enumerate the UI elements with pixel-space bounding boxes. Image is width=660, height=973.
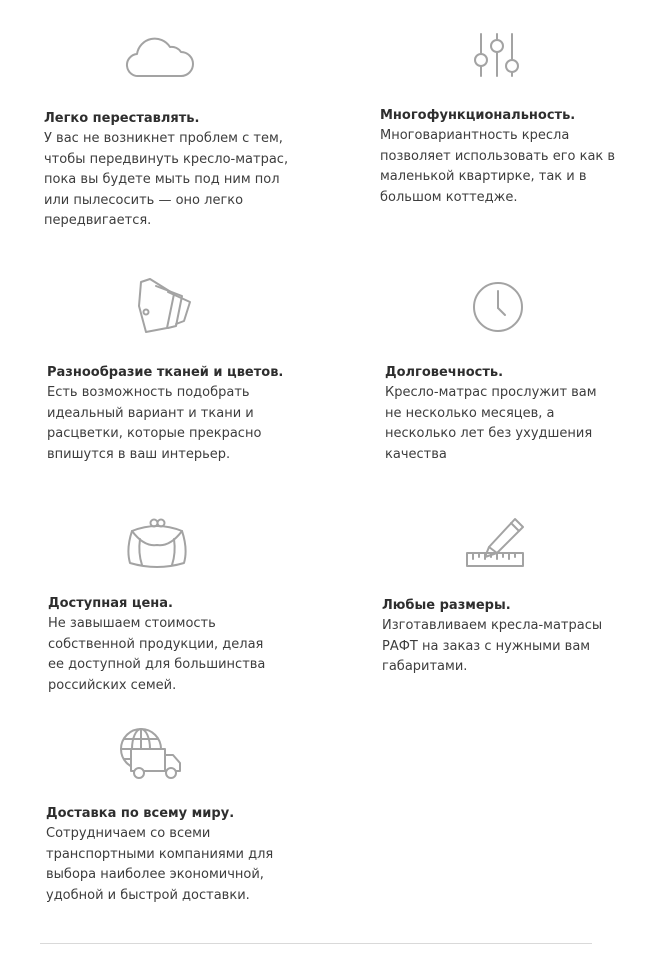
feature-description: Изготавливаем кресла-матрасы РАФТ на заказ с нужными вам габаритами. bbox=[382, 618, 603, 674]
clock-icon bbox=[472, 281, 524, 333]
feature-description: У вас не возникнет проблем с тем, чтобы передвинуть кресло-матрас, пока вы будете мыть под ним пол или пылесосить — оно легко передвигается. bbox=[44, 131, 289, 228]
feature-description: Есть возможность подобрать идеальный вариант и ткани и расцветки, которые прекрасно впишутся в ваш интерьер. bbox=[47, 385, 262, 462]
pencil-ruler-icon bbox=[463, 509, 525, 571]
feature-worldwide-delivery bbox=[46, 804, 326, 906]
feature-durability bbox=[385, 363, 660, 465]
feature-affordable-price bbox=[48, 594, 328, 696]
fabric-swatches-icon bbox=[132, 276, 192, 336]
feature-easy-to-move bbox=[44, 109, 324, 232]
feature-any-size bbox=[382, 596, 660, 678]
globe-truck-icon bbox=[119, 727, 183, 783]
purse-icon bbox=[124, 517, 190, 571]
feature-description: Не завышаем стоимость собственной продукции, делая ее доступной для большинства российских семей. bbox=[48, 616, 266, 693]
feature-title: Долговечность. bbox=[385, 365, 504, 380]
feature-description: Многовариантность кресла позволяет использовать его как в маленькой квартирке, так и в большом коттедже. bbox=[380, 128, 616, 205]
sliders-icon bbox=[470, 30, 524, 80]
feature-title: Любые размеры. bbox=[382, 598, 511, 613]
cloud-icon bbox=[125, 35, 195, 79]
feature-title: Многофункциональность. bbox=[380, 108, 576, 123]
feature-title: Доставка по всему миру. bbox=[46, 806, 235, 821]
feature-multifunctional bbox=[380, 106, 660, 208]
bottom-divider bbox=[40, 943, 592, 944]
feature-title: Легко переставлять. bbox=[44, 111, 200, 126]
feature-title: Разнообразие тканей и цветов. bbox=[47, 365, 284, 380]
feature-description: Кресло-матрас прослужит вам не несколько месяцев, а несколько лет без ухудшения качества bbox=[385, 385, 597, 462]
feature-fabrics-colors bbox=[47, 363, 327, 465]
feature-description: Сотрудничаем со всеми транспортными компаниями для выбора наиболее экономичной, удобной и быстрой доставки. bbox=[46, 826, 274, 903]
feature-title: Доступная цена. bbox=[48, 596, 173, 611]
